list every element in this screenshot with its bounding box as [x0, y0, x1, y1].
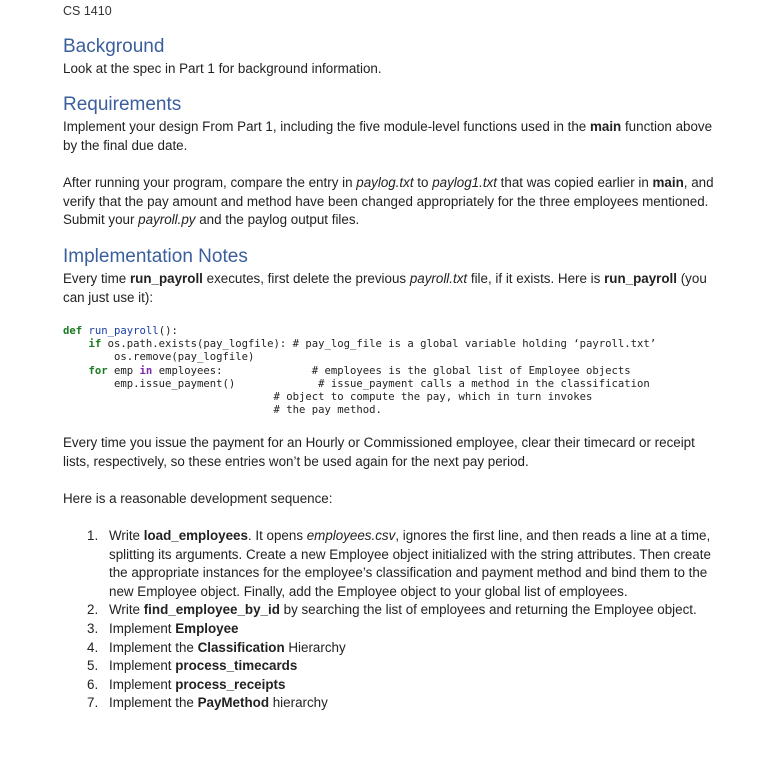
list-item: 1. Write load_employees. It opens employees.csv, ignores the first line, and then reads a line at a time, splitting its arguments. Create a new Employee object initialized with the string attributes. Then create the appropriate instances for the employee’s classification and payment method and bind them to the new Employee object. Finally, add the Employee object to your global list of employees.: [87, 528, 711, 599]
implementation-paragraph-1: Every time run_payroll executes, first delete the previous payroll.txt file, if it exists. Here is run_payroll (you can just use it):: [63, 271, 707, 305]
background-heading: Background: [63, 36, 165, 57]
list-item: 6. Implement process_receipts: [87, 676, 286, 692]
list-item: 3. Implement Employee: [87, 620, 239, 636]
code-line-7: # the pay method.: [273, 404, 382, 417]
code-block: [63, 325, 656, 417]
requirements-paragraph-2: After running your program, compare the entry in paylog.txt to paylog1.txt that was copied earlier in main, and verify that the pay amount and method have been changed appropriately for the three employees mentioned. Submit your payroll.py and the paylog output files.: [63, 175, 714, 228]
list-item: 7. Implement the PayMethod hierarchy: [87, 695, 328, 711]
code-line-5: emp.issue_payment() # issue_payment calls a method in the classification: [114, 377, 650, 390]
implementation-paragraph-2: Every time you issue the payment for an Hourly or Commissioned employee, clear their timecard or receipt lists, respectively, so these entries won’t be used again for the next pay period.: [63, 435, 695, 469]
list-item: 5. Implement process_timecards: [87, 658, 298, 674]
list-item: 4. Implement the Classification Hierarchy: [87, 639, 346, 655]
code-line-1: def run_payroll():: [63, 325, 178, 337]
list-item: 2. Write find_employee_by_id by searching the list of employees and returning the Employee object.: [87, 602, 697, 618]
development-steps-list: [63, 527, 723, 713]
code-line-6: # object to compute the pay, which in turn invokes: [273, 391, 593, 404]
code-line-3: os.remove(pay_logfile): [114, 351, 255, 364]
code-line-4: for emp in employees: # employees is the global list of Employee objects: [88, 364, 631, 377]
course-header: CS 1410: [63, 4, 112, 18]
requirements-paragraph-1: Implement your design From Part 1, including the five module-level functions used in the main function above by the final due date.: [63, 119, 713, 153]
implementation-heading: Implementation Notes: [63, 246, 248, 267]
implementation-paragraph-3: Here is a reasonable development sequence:: [63, 491, 333, 506]
code-line-2: if os.path.exists(pay_logfile): # pay_log_file is a global variable holding ‘payroll.txt’: [88, 338, 657, 351]
requirements-heading: Requirements: [63, 94, 182, 115]
background-text: Look at the spec in Part 1 for background information.: [63, 61, 382, 76]
